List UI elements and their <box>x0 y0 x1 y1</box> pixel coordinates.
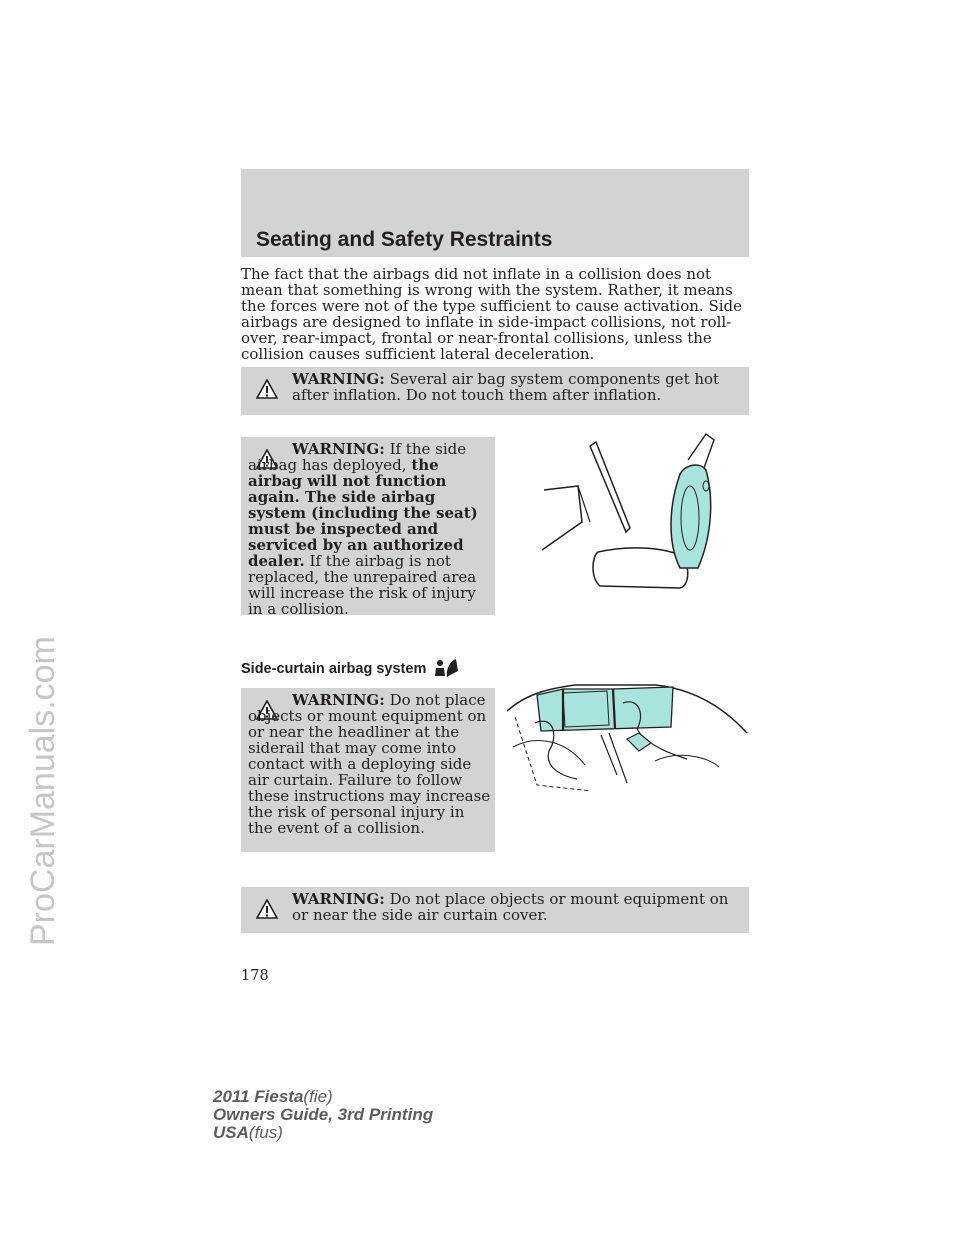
warning-triangle-icon <box>256 379 278 399</box>
subsection-title-text: Side-curtain airbag system <box>241 661 427 677</box>
warning-box-hot-components <box>241 367 749 415</box>
warning-body: If the side airbag has deployed, <box>248 440 467 474</box>
footer-edition: Owners Guide, 3rd Printing <box>213 1105 434 1124</box>
subsection-title <box>241 657 460 679</box>
warning-box-side-airbag-deployed <box>241 437 495 618</box>
warning-bold: the airbag will not function again. The side airbag system (including the seat) must be inspected and serviced by an authorized dealer. <box>248 456 478 570</box>
watermark-text: ProCarManuals.com <box>24 636 62 946</box>
footer-market: USA <box>213 1123 249 1142</box>
footer-model-code: (fie) <box>303 1087 333 1106</box>
side-curtain-airbag-car-illustration <box>505 675 750 800</box>
warning-body-continued: If the airbag is not replaced, the unrepaired area will increase the risk of injury in a collision. <box>248 552 477 618</box>
side-curtain-airbag-icon <box>432 657 460 679</box>
warning-box-curtain-cover <box>241 887 749 933</box>
warning-text <box>292 371 737 403</box>
warning-body: Do not place objects or mount equipment on or near the headliner at the siderail that may come into contact with a deploying side air curtain. Failure to follow these instructions may increase the risk of personal injury in the event of a collision. <box>248 691 491 837</box>
intro-paragraph: The fact that the airbags did not inflate in a collision does not mean that something is wrong with the system. Rather, it means the forces were not of the type sufficient to cause activation. Side airbags are designed to inflate in side-impact collisions, not roll-over, rear-impact, frontal or near-frontal collisions, unless the collision causes sufficient lateral deceleration. <box>241 265 742 363</box>
footer-model: 2011 Fiesta <box>213 1087 304 1106</box>
warning-text <box>248 441 492 617</box>
warning-label: WARNING: <box>292 890 385 908</box>
warning-body: Do not place objects or mount equipment on or near the side air curtain cover. <box>292 890 729 924</box>
section-title: Seating and Safety Restraints <box>256 228 553 251</box>
page-number: 178 <box>241 968 269 984</box>
warning-label: WARNING: <box>292 440 385 458</box>
warning-triangle-icon <box>256 899 278 919</box>
warning-box-headliner <box>241 688 495 852</box>
warning-label: WARNING: <box>292 370 385 388</box>
side-airbag-seat-illustration <box>530 428 750 598</box>
warning-body: Several air bag system components get hot after inflation. Do not touch them after inflation. <box>292 370 720 404</box>
warning-text <box>292 891 737 923</box>
warning-label: WARNING: <box>292 691 385 709</box>
watermark <box>10 510 70 950</box>
warning-text <box>248 692 492 836</box>
footer-market-code: (fus) <box>248 1123 283 1142</box>
document-footer <box>213 1088 433 1142</box>
